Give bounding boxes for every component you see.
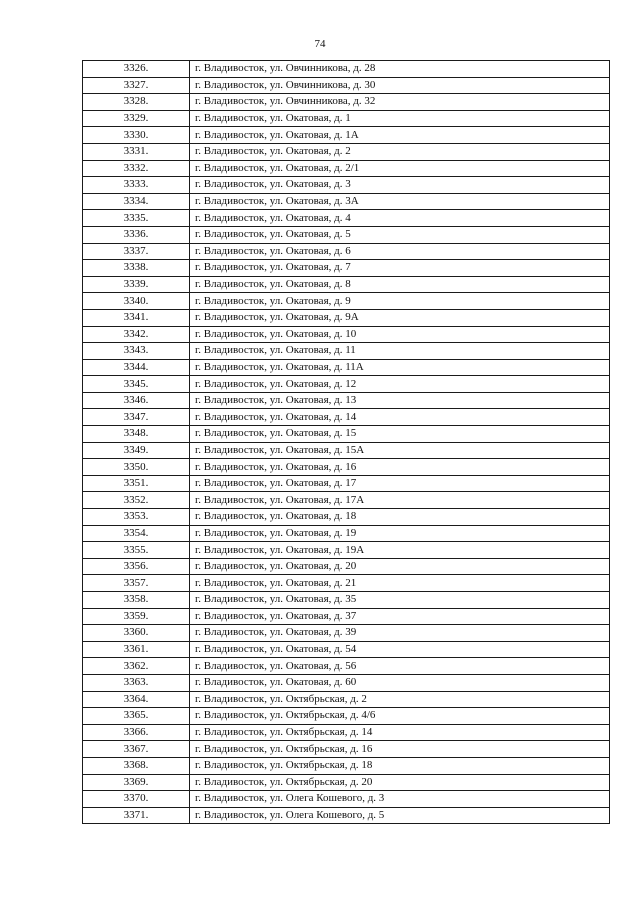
table-row: [83, 525, 610, 542]
table-row: [83, 691, 610, 708]
row-number-cell: 3331.: [83, 143, 190, 160]
row-number-cell: 3349.: [83, 442, 190, 459]
address-table: [82, 60, 610, 824]
table-row: [83, 724, 610, 741]
address-cell: г. Владивосток, ул. Окатовая, д. 15А: [190, 442, 610, 459]
row-number-cell: 3329.: [83, 110, 190, 127]
row-number-cell: 3333.: [83, 177, 190, 194]
table-row: [83, 160, 610, 177]
row-number-cell: 3351.: [83, 475, 190, 492]
row-number-cell: 3353.: [83, 509, 190, 526]
row-number-cell: 3365.: [83, 708, 190, 725]
table-row: [83, 392, 610, 409]
address-cell: г. Владивосток, ул. Октябрьская, д. 20: [190, 774, 610, 791]
page-number: 74: [314, 38, 326, 50]
address-cell: г. Владивосток, ул. Окатовая, д. 14: [190, 409, 610, 426]
address-cell: г. Владивосток, ул. Окатовая, д. 20: [190, 558, 610, 575]
address-table-body: [83, 61, 610, 824]
table-row: [83, 708, 610, 725]
table-row: [83, 210, 610, 227]
row-number-cell: 3345.: [83, 376, 190, 393]
table-row: [83, 243, 610, 260]
row-number-cell: 3360.: [83, 625, 190, 642]
table-row: [83, 807, 610, 824]
table-row: [83, 442, 610, 459]
table-row: [83, 575, 610, 592]
address-cell: г. Владивосток, ул. Октябрьская, д. 16: [190, 741, 610, 758]
table-row: [83, 459, 610, 476]
row-number-cell: 3347.: [83, 409, 190, 426]
row-number-cell: 3344.: [83, 359, 190, 376]
table-row: [83, 509, 610, 526]
address-cell: г. Владивосток, ул. Окатовая, д. 8: [190, 276, 610, 293]
address-cell: г. Владивосток, ул. Окатовая, д. 39: [190, 625, 610, 642]
row-number-cell: 3346.: [83, 392, 190, 409]
address-cell: г. Владивосток, ул. Окатовая, д. 16: [190, 459, 610, 476]
row-number-cell: 3354.: [83, 525, 190, 542]
table-row: [83, 625, 610, 642]
row-number-cell: 3363.: [83, 674, 190, 691]
table-row: [83, 608, 610, 625]
table-row: [83, 741, 610, 758]
address-cell: г. Владивосток, ул. Окатовая, д. 35: [190, 592, 610, 609]
row-number-cell: 3370.: [83, 791, 190, 808]
address-cell: г. Владивосток, ул. Окатовая, д. 54: [190, 641, 610, 658]
address-cell: г. Владивосток, ул. Окатовая, д. 11А: [190, 359, 610, 376]
table-row: [83, 226, 610, 243]
row-number-cell: 3327.: [83, 77, 190, 94]
address-cell: г. Владивосток, ул. Окатовая, д. 60: [190, 674, 610, 691]
address-cell: г. Владивосток, ул. Окатовая, д. 21: [190, 575, 610, 592]
table-row: [83, 376, 610, 393]
table-row: [83, 592, 610, 609]
row-number-cell: 3368.: [83, 757, 190, 774]
table-row: [83, 177, 610, 194]
address-cell: г. Владивосток, ул. Окатовая, д. 9: [190, 293, 610, 310]
address-cell: г. Владивосток, ул. Окатовая, д. 2: [190, 143, 610, 160]
row-number-cell: 3367.: [83, 741, 190, 758]
row-number-cell: 3364.: [83, 691, 190, 708]
address-cell: г. Владивосток, ул. Окатовая, д. 17: [190, 475, 610, 492]
row-number-cell: 3355.: [83, 542, 190, 559]
row-number-cell: 3328.: [83, 94, 190, 111]
row-number-cell: 3357.: [83, 575, 190, 592]
table-row: [83, 492, 610, 509]
address-cell: г. Владивосток, ул. Окатовая, д. 6: [190, 243, 610, 260]
address-cell: г. Владивосток, ул. Окатовая, д. 56: [190, 658, 610, 675]
row-number-cell: 3352.: [83, 492, 190, 509]
address-cell: г. Владивосток, ул. Октябрьская, д. 18: [190, 757, 610, 774]
address-cell: г. Владивосток, ул. Октябрьская, д. 4/6: [190, 708, 610, 725]
table-row: [83, 542, 610, 559]
row-number-cell: 3359.: [83, 608, 190, 625]
row-number-cell: 3356.: [83, 558, 190, 575]
address-cell: г. Владивосток, ул. Октябрьская, д. 14: [190, 724, 610, 741]
table-row: [83, 293, 610, 310]
row-number-cell: 3361.: [83, 641, 190, 658]
address-cell: г. Владивосток, ул. Окатовая, д. 3А: [190, 193, 610, 210]
table-row: [83, 475, 610, 492]
table-row: [83, 127, 610, 144]
table-row: [83, 193, 610, 210]
row-number-cell: 3336.: [83, 226, 190, 243]
address-cell: г. Владивосток, ул. Окатовая, д. 4: [190, 210, 610, 227]
row-number-cell: 3371.: [83, 807, 190, 824]
table-row: [83, 641, 610, 658]
table-row: [83, 110, 610, 127]
table-row: [83, 309, 610, 326]
row-number-cell: 3332.: [83, 160, 190, 177]
address-cell: г. Владивосток, ул. Окатовая, д. 13: [190, 392, 610, 409]
row-number-cell: 3341.: [83, 309, 190, 326]
address-cell: г. Владивосток, ул. Окатовая, д. 11: [190, 343, 610, 360]
table-row: [83, 326, 610, 343]
address-cell: г. Владивосток, ул. Окатовая, д. 9А: [190, 309, 610, 326]
table-row: [83, 276, 610, 293]
address-cell: г. Владивосток, ул. Окатовая, д. 15: [190, 426, 610, 443]
table-row: [83, 658, 610, 675]
table-row: [83, 674, 610, 691]
row-number-cell: 3350.: [83, 459, 190, 476]
address-cell: г. Владивосток, ул. Окатовая, д. 17А: [190, 492, 610, 509]
address-cell: г. Владивосток, ул. Овчинникова, д. 32: [190, 94, 610, 111]
address-cell: г. Владивосток, ул. Олега Кошевого, д. 3: [190, 791, 610, 808]
table-row: [83, 426, 610, 443]
address-cell: г. Владивосток, ул. Окатовая, д. 5: [190, 226, 610, 243]
address-cell: г. Владивосток, ул. Окатовая, д. 1: [190, 110, 610, 127]
table-row: [83, 61, 610, 78]
address-cell: г. Владивосток, ул. Олега Кошевого, д. 5: [190, 807, 610, 824]
address-cell: г. Владивосток, ул. Октябрьская, д. 2: [190, 691, 610, 708]
row-number-cell: 3337.: [83, 243, 190, 260]
row-number-cell: 3334.: [83, 193, 190, 210]
address-cell: г. Владивосток, ул. Окатовая, д. 37: [190, 608, 610, 625]
address-cell: г. Владивосток, ул. Окатовая, д. 19: [190, 525, 610, 542]
table-row: [83, 143, 610, 160]
row-number-cell: 3366.: [83, 724, 190, 741]
row-number-cell: 3369.: [83, 774, 190, 791]
row-number-cell: 3340.: [83, 293, 190, 310]
table-row: [83, 558, 610, 575]
table-row: [83, 77, 610, 94]
address-cell: г. Владивосток, ул. Окатовая, д. 18: [190, 509, 610, 526]
row-number-cell: 3362.: [83, 658, 190, 675]
table-row: [83, 343, 610, 360]
address-cell: г. Владивосток, ул. Окатовая, д. 12: [190, 376, 610, 393]
address-cell: г. Владивосток, ул. Окатовая, д. 1А: [190, 127, 610, 144]
table-row: [83, 94, 610, 111]
row-number-cell: 3343.: [83, 343, 190, 360]
address-cell: г. Владивосток, ул. Окатовая, д. 7: [190, 260, 610, 277]
address-cell: г. Владивосток, ул. Овчинникова, д. 28: [190, 61, 610, 78]
address-cell: г. Владивосток, ул. Окатовая, д. 10: [190, 326, 610, 343]
address-cell: г. Владивосток, ул. Окатовая, д. 3: [190, 177, 610, 194]
row-number-cell: 3335.: [83, 210, 190, 227]
row-number-cell: 3338.: [83, 260, 190, 277]
address-cell: г. Владивосток, ул. Окатовая, д. 19А: [190, 542, 610, 559]
table-row: [83, 757, 610, 774]
row-number-cell: 3358.: [83, 592, 190, 609]
table-row: [83, 260, 610, 277]
row-number-cell: 3342.: [83, 326, 190, 343]
row-number-cell: 3326.: [83, 61, 190, 78]
table-row: [83, 409, 610, 426]
row-number-cell: 3339.: [83, 276, 190, 293]
row-number-cell: 3330.: [83, 127, 190, 144]
table-row: [83, 791, 610, 808]
address-cell: г. Владивосток, ул. Овчинникова, д. 30: [190, 77, 610, 94]
row-number-cell: 3348.: [83, 426, 190, 443]
table-row: [83, 774, 610, 791]
address-cell: г. Владивосток, ул. Окатовая, д. 2/1: [190, 160, 610, 177]
table-row: [83, 359, 610, 376]
